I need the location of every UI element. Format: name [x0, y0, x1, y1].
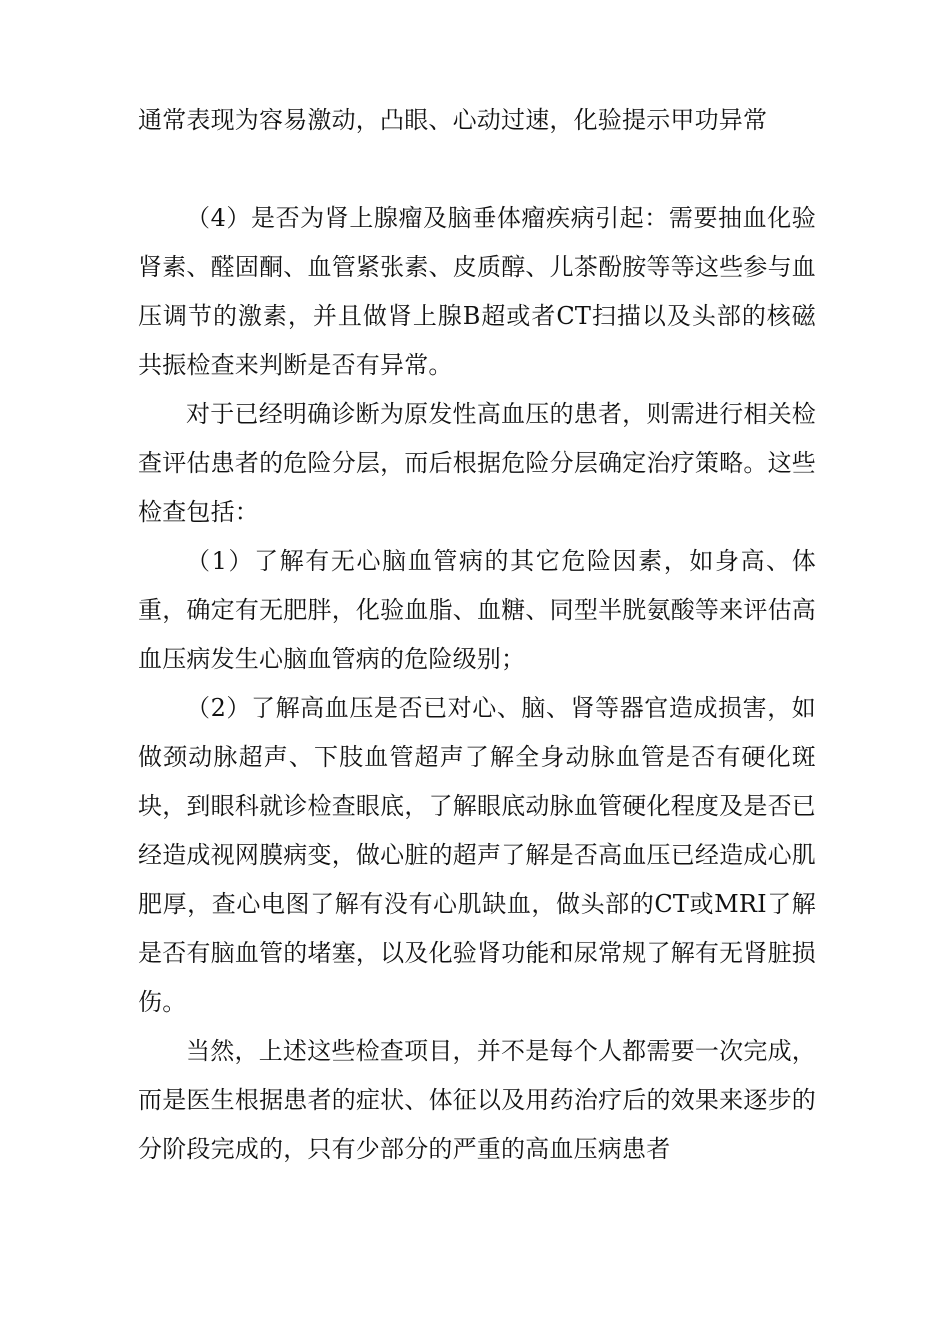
paragraph-primary-hypertension: 对于已经明确诊断为原发性高血压的患者，则需进行相关检查评估患者的危险分层，而后根据危险分层确定治疗策略。这些检查包括： [138, 400, 816, 526]
paragraph-conclusion: 当然，上述这些检查项目，并不是每个人都需要一次完成，而是医生根据患者的症状、体征以及用药治疗后的效果来逐步的分阶段完成的，只有少部分的严重的高血压病患者 [138, 1037, 816, 1163]
paragraph-item-1: （1）了解有无心脑血管病的其它危险因素，如身高、体重，确定有无肥胖，化验血脂、血糖、同型半胱氨酸等来评估高血压病发生心脑血管病的危险级别； [138, 547, 816, 673]
paragraph-continued: 通常表现为容易激动，凸眼、心动过速，化验提示甲功异常 [138, 106, 768, 134]
document-body [138, 96, 816, 1174]
paragraph-item-2: （2）了解高血压是否已对心、脑、肾等器官造成损害，如做颈动脉超声、下肢血管超声了解全身动脉血管是否有硬化斑块，到眼科就诊检查眼底，了解眼底动脉血管硬化程度及是否已经造成视网膜病变，做心脏的超声了解是否高血压已经造成心肌肥厚，查心电图了解有没有心肌缺血，做头部的CT或MRI了解是否有脑血管的堵塞，以及化验肾功能和尿常规了解有无肾脏损伤。 [138, 694, 816, 1016]
paragraph-item-4: （4）是否为肾上腺瘤及脑垂体瘤疾病引起：需要抽血化验肾素、醛固酮、血管紧张素、皮质醇、儿茶酚胺等等这些参与血压调节的激素，并且做肾上腺B超或者CT扫描以及头部的核磁共振检查来判断是否有异常。 [138, 204, 816, 379]
